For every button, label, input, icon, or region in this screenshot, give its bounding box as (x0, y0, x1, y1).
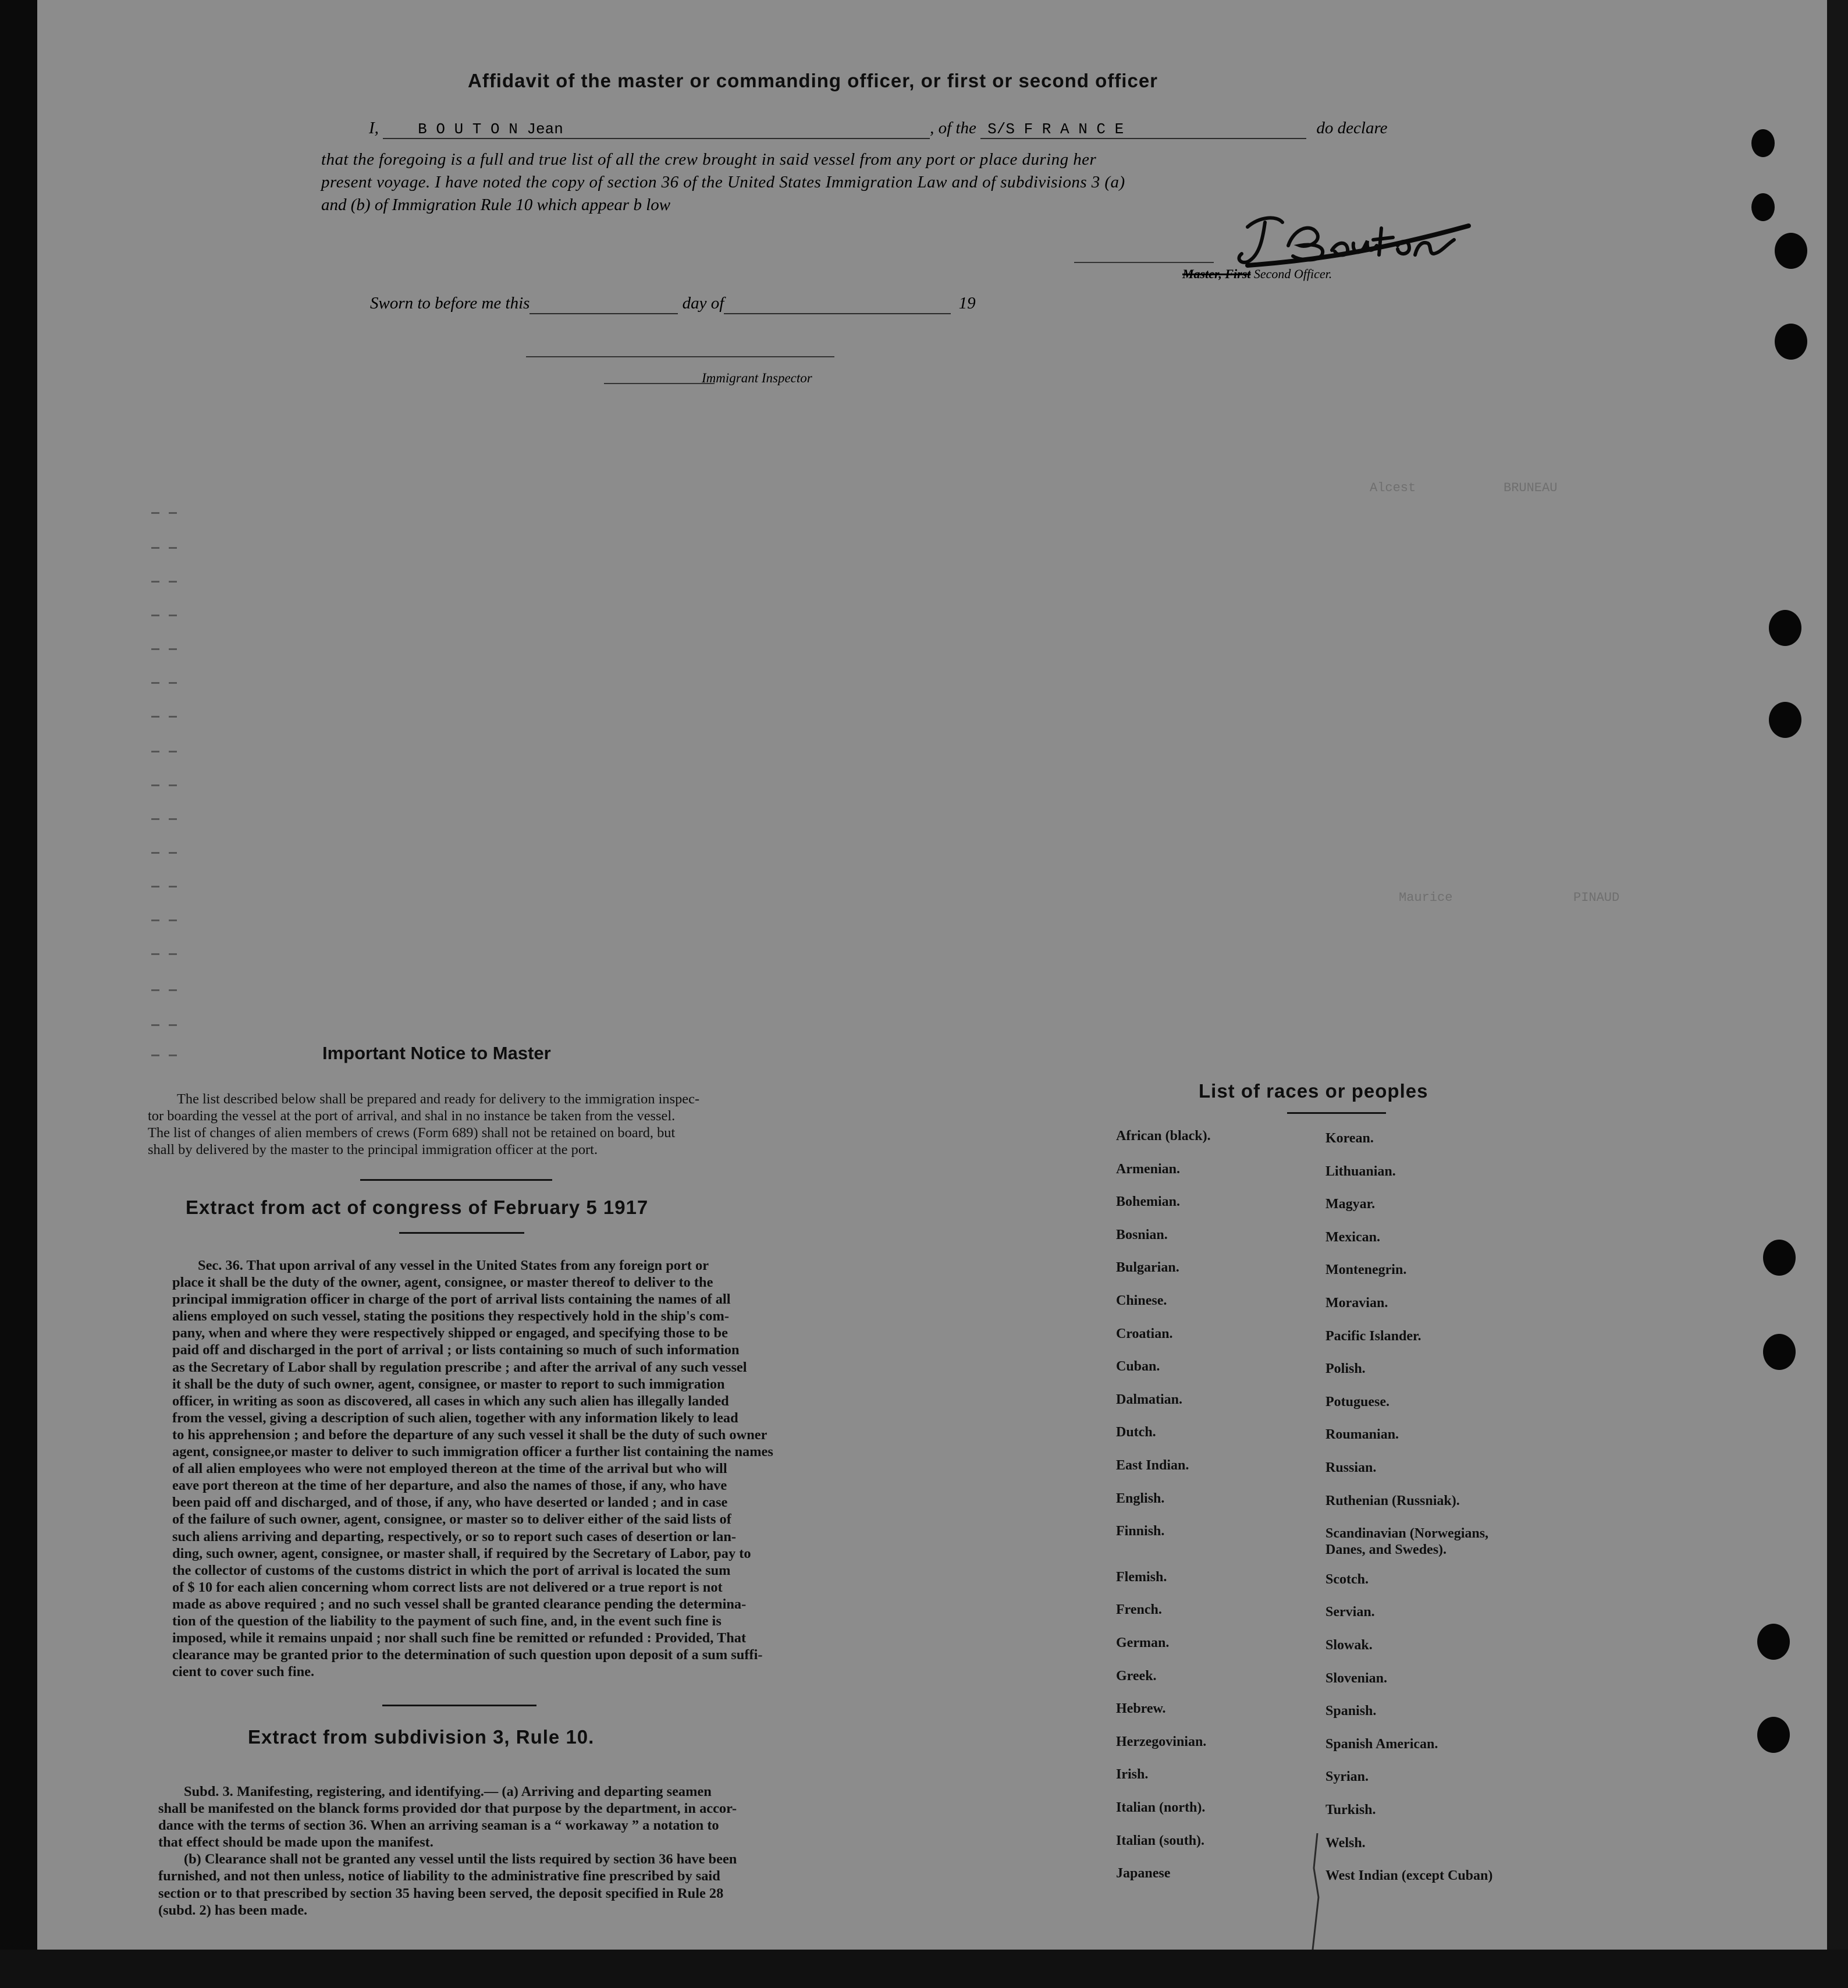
margin-dash (169, 886, 177, 888)
race-item: Ruthenian (Russniak). (1325, 1493, 1460, 1508)
notice-line: shall by delivered by the master to the principal immigration officer at the port. (148, 1142, 598, 1158)
binder-hole (1757, 1717, 1790, 1753)
race-item: Turkish. (1325, 1802, 1376, 1817)
signature-line (1074, 262, 1214, 263)
officer-name-field: B O U T O N Jean (383, 120, 930, 139)
race-item: Polish. (1325, 1361, 1366, 1376)
margin-dash (151, 751, 159, 752)
margin-dash (169, 615, 177, 616)
page-edge-right (1827, 0, 1848, 1988)
act-paragraph (172, 1257, 841, 1680)
race-item: German. (1116, 1635, 1170, 1650)
paragraph-line: such aliens arriving and departing, respectively, or so to report such cases of desertion or lan- (172, 1528, 737, 1545)
margin-dash (169, 818, 177, 820)
binder-hole (1757, 1624, 1790, 1660)
race-item: Herzegovinian. (1116, 1734, 1207, 1749)
margin-dash (151, 953, 159, 955)
race-item: Armenian. (1116, 1162, 1180, 1177)
binder-hole (1769, 702, 1801, 738)
paragraph-line: pany, when and where they were respectively shipped or engaged, and specifying those to be (172, 1325, 728, 1341)
margin-dash (151, 852, 159, 854)
race-item: Servian. (1325, 1604, 1375, 1620)
race-item: Danes, and Swedes). (1325, 1542, 1447, 1557)
paragraph-line: imposed, while it remains unpaid ; nor shall such fine be remitted or refunded : Provided, That (172, 1630, 747, 1646)
race-item: Welsh. (1325, 1836, 1366, 1851)
race-item: Mexican. (1325, 1230, 1380, 1245)
race-item: Potuguese. (1325, 1394, 1389, 1410)
margin-dash (169, 953, 177, 955)
struck-title: Master, First (1182, 267, 1251, 281)
binder-hole (1769, 610, 1801, 646)
document-page (37, 0, 1829, 1950)
notice-line: The list of changes of alien members of crews (Form 689) shall not be retained on board, but (148, 1125, 676, 1141)
paragraph-line: Subd. 3. Manifesting, registering, and identifying.— (a) Arriving and departing seamen (184, 1784, 712, 1799)
race-item: Dalmatian. (1116, 1392, 1182, 1407)
margin-dash (151, 920, 159, 921)
binder-hole (1775, 324, 1807, 360)
margin-dash (169, 512, 177, 514)
notice-line: tor boarding the vessel at the port of arrival, and shal in no instance be taken from the vessel. (148, 1108, 676, 1124)
paragraph-line: cient to cover such fine. (172, 1664, 315, 1680)
of-the-label: , of the (930, 119, 976, 137)
margin-dash (169, 682, 177, 684)
affidavit-line-4: and (b) of Immigration Rule 10 which appear b low (321, 196, 671, 214)
sworn-day-field (529, 294, 678, 314)
race-item: Magyar. (1325, 1197, 1376, 1212)
act-divider (382, 1705, 536, 1706)
margin-dash (169, 1024, 177, 1026)
binder-hole (1763, 1334, 1796, 1370)
race-item: Slowak. (1325, 1638, 1373, 1653)
margin-dash (151, 581, 159, 583)
margin-dash (151, 682, 159, 684)
bleed-through-text: Maurice (1399, 890, 1453, 905)
race-item: Cuban. (1116, 1359, 1160, 1374)
paragraph-line: ding, such owner, agent, consignee, or master shall, if required by the Secretary of Labor, pay to (172, 1545, 751, 1561)
race-item: French. (1116, 1602, 1162, 1617)
paragraph-line: furnished, and not then unless, notice of liability to the administrative fine prescribed by said (158, 1868, 720, 1884)
paragraph-line: it shall be the duty of such owner, agent, consignee, or master to report to such immigration (172, 1376, 725, 1392)
sworn-day-label: day of (682, 294, 724, 313)
notice-heading: Important Notice to Master (322, 1043, 551, 1063)
margin-dash (151, 615, 159, 616)
paragraph-line: from the vessel, giving a description of such alien, together with any information likely to lead (172, 1410, 738, 1426)
paragraph-line: clearance may be granted prior to the determination of such question upon deposit of a sum suffi- (172, 1647, 763, 1663)
race-item: Korean. (1325, 1131, 1374, 1146)
sworn-year: 19 (958, 294, 976, 313)
races-heading-underline (1287, 1112, 1386, 1114)
bleed-through-text: BRUNEAU (1504, 481, 1558, 495)
margin-dash (151, 648, 159, 650)
race-item: Greek. (1116, 1668, 1157, 1684)
margin-dash (151, 1055, 159, 1056)
race-item: Spanish. (1325, 1703, 1377, 1719)
race-item: Pacific Islander. (1325, 1329, 1421, 1344)
inspector-label: Immigrant Inspector (702, 371, 812, 385)
binder-hole (1763, 1240, 1796, 1276)
rule-heading: Extract from subdivision 3, Rule 10. (248, 1726, 595, 1748)
race-item: Bulgarian. (1116, 1260, 1179, 1275)
race-item: Slovenian. (1325, 1671, 1388, 1686)
paragraph-line: been paid off and discharged, and of those, if any, who have deserted or landed ; and in case (172, 1494, 728, 1511)
margin-dash (169, 784, 177, 786)
race-item: Dutch. (1116, 1425, 1156, 1440)
race-item: Finnish. (1116, 1524, 1165, 1539)
signer-title: Second Officer. (1253, 267, 1332, 281)
paragraph-line: of $ 10 for each alien concerning whom correct lists are not delivered or a true report is not (172, 1579, 723, 1595)
race-item: Syrian. (1325, 1769, 1369, 1784)
paragraph-line: of all alien employees who were not employed thereon at the time of the arrival but who will (172, 1461, 727, 1477)
race-item: Moravian. (1325, 1295, 1388, 1311)
race-item: Bosnian. (1116, 1227, 1168, 1242)
race-item: Italian (south). (1116, 1833, 1205, 1848)
affidavit-line-1 (369, 119, 1388, 139)
race-item: Flemish. (1116, 1570, 1167, 1585)
paragraph-line: the collector of customs of the customs district in which the port of arrival is located the sum (172, 1562, 731, 1578)
rule-paragraph (158, 1783, 827, 1919)
paragraph-line: dance with the terms of section 36. When an arriving seaman is a “ workaway ” a notation to (158, 1817, 719, 1834)
paragraph-line: (b) Clearance shall not be granted any vessel until the lists required by section 36 have been (184, 1851, 737, 1868)
race-item: Russian. (1325, 1460, 1377, 1475)
margin-dash (151, 512, 159, 514)
act-heading-underline (399, 1232, 524, 1234)
margin-dash (169, 716, 177, 718)
signer-title-block (1182, 267, 1332, 282)
paragraph-line: aliens employed on such vessel, stating the positions they respectively hold in the ship's com- (172, 1308, 729, 1325)
sworn-line (370, 294, 976, 314)
margin-dash (169, 547, 177, 549)
paragraph-line: (subd. 2) has been made. (158, 1902, 308, 1918)
notice-paragraph (148, 1091, 840, 1158)
act-heading: Extract from act of congress of February 5 1917 (186, 1197, 649, 1218)
margin-dash (151, 818, 159, 820)
paragraph-line: Sec. 36. That upon arrival of any vessel in the United States from any foreign port or (198, 1258, 709, 1273)
race-item: Hebrew. (1116, 1701, 1166, 1716)
margin-dash (169, 1055, 177, 1056)
race-item: Scotch. (1325, 1572, 1369, 1587)
margin-dash (169, 751, 177, 752)
declarant-prefix: I, (369, 119, 379, 137)
notice-line: The list described below shall be prepared and ready for delivery to the immigration inspec- (177, 1091, 700, 1107)
race-item: Bohemian. (1116, 1194, 1181, 1209)
bleed-through-text: PINAUD (1573, 890, 1620, 905)
race-item: Italian (north). (1116, 1800, 1206, 1815)
race-item: Chinese. (1116, 1293, 1167, 1308)
signature-graphic (1224, 205, 1480, 269)
inspector-short-line (604, 383, 715, 384)
paragraph-line: place it shall be the duty of the owner, agent, consignee, or master thereof to deliver to the (172, 1275, 713, 1291)
sworn-month-field (724, 294, 951, 314)
paragraph-line: to his apprehension ; and before the departure of any such vessel it shall be the duty of such owner (172, 1426, 767, 1443)
paragraph-line: eave port thereon at the time of her departure, and also the names of those, if any, who have (172, 1478, 727, 1494)
race-item: West Indian (except Cuban) (1325, 1868, 1493, 1883)
binder-hole (1751, 129, 1775, 157)
paragraph-line: officer, in writing as soon as discovered, all cases in which any such alien has illegally landed (172, 1393, 729, 1409)
paragraph-line: that effect should be made upon the manifest. (158, 1834, 433, 1851)
inspector-signature-line (526, 356, 834, 357)
bleed-through-text: Alcest (1370, 481, 1416, 495)
race-item: Croatian. (1116, 1326, 1173, 1341)
binder-hole (1775, 233, 1807, 269)
paragraph-line: agent, consignee,or master to deliver to such immigration officer a further list containing the names (172, 1444, 773, 1460)
margin-dash (151, 784, 159, 786)
affidavit-heading: Affidavit of the master or commanding officer, or first or second officer (468, 70, 1158, 91)
race-item: Japanese (1116, 1866, 1171, 1881)
race-item: East Indian. (1116, 1458, 1189, 1473)
race-item: Roumanian. (1325, 1427, 1399, 1442)
affidavit-line-3: present voyage. I have noted the copy of section 36 of the United States Immigration Law and of subdivisions 3 (a) (321, 173, 1125, 191)
notice-divider (360, 1179, 552, 1181)
officer-signature (1224, 205, 1480, 269)
race-item: English. (1116, 1491, 1165, 1506)
margin-dash (151, 989, 159, 991)
race-item: African (black). (1116, 1128, 1211, 1144)
sworn-prefix: Sworn to before me this (370, 294, 530, 313)
margin-dash (169, 648, 177, 650)
paragraph-line: shall be manifested on the blanck forms provided dor that purpose by the department, in accor- (158, 1801, 737, 1817)
paragraph-line: section or to that prescribed by section 35 having been served, the deposit specified in Rule 28 (158, 1885, 724, 1901)
race-item: Lithuanian. (1325, 1164, 1396, 1179)
race-item: Scandinavian (Norwegians, (1325, 1526, 1489, 1541)
paragraph-line: tion of the question of the liability to the payment of such fine, and, in the event such fine is (172, 1613, 722, 1629)
margin-dash (151, 1024, 159, 1026)
margin-dash (151, 547, 159, 549)
margin-dash (151, 886, 159, 888)
paragraph-line: as the Secretary of Labor shall by regulation prescribe ; and after the arrival of any such vessel (172, 1359, 747, 1375)
page-edge-bottom (0, 1950, 1848, 1988)
race-item: Irish. (1116, 1767, 1149, 1782)
margin-dash (169, 581, 177, 583)
margin-dash (169, 989, 177, 991)
paragraph-line: made as above required ; and no such vessel shall be granted clearance pending the determina- (172, 1596, 747, 1612)
do-declare-label: do declare (1316, 119, 1388, 137)
margin-dash (169, 920, 177, 921)
paragraph-line: principal immigration officer in charge of the port of arrival lists containing the names of all (172, 1291, 731, 1308)
paragraph-line: paid off and discharged in the port of arrival ; or lists containing so much of such information (172, 1342, 740, 1358)
races-heading: List of races or peoples (1199, 1080, 1428, 1102)
paragraph-line: of the failure of such owner, agent, consignee, or master so to deliver either of the said lists of (172, 1511, 731, 1528)
margin-dash (151, 716, 159, 718)
race-item: Montenegrin. (1325, 1262, 1407, 1277)
affidavit-line-2: that the foregoing is a full and true list of all the crew brought in said vessel from any port or place during her (321, 150, 1097, 169)
margin-dash (169, 852, 177, 854)
paper-tear (1306, 1833, 1329, 1950)
race-item: Spanish American. (1325, 1737, 1438, 1752)
binder-hole (1751, 193, 1775, 221)
vessel-name-field: S/S F R A N C E (980, 120, 1306, 139)
